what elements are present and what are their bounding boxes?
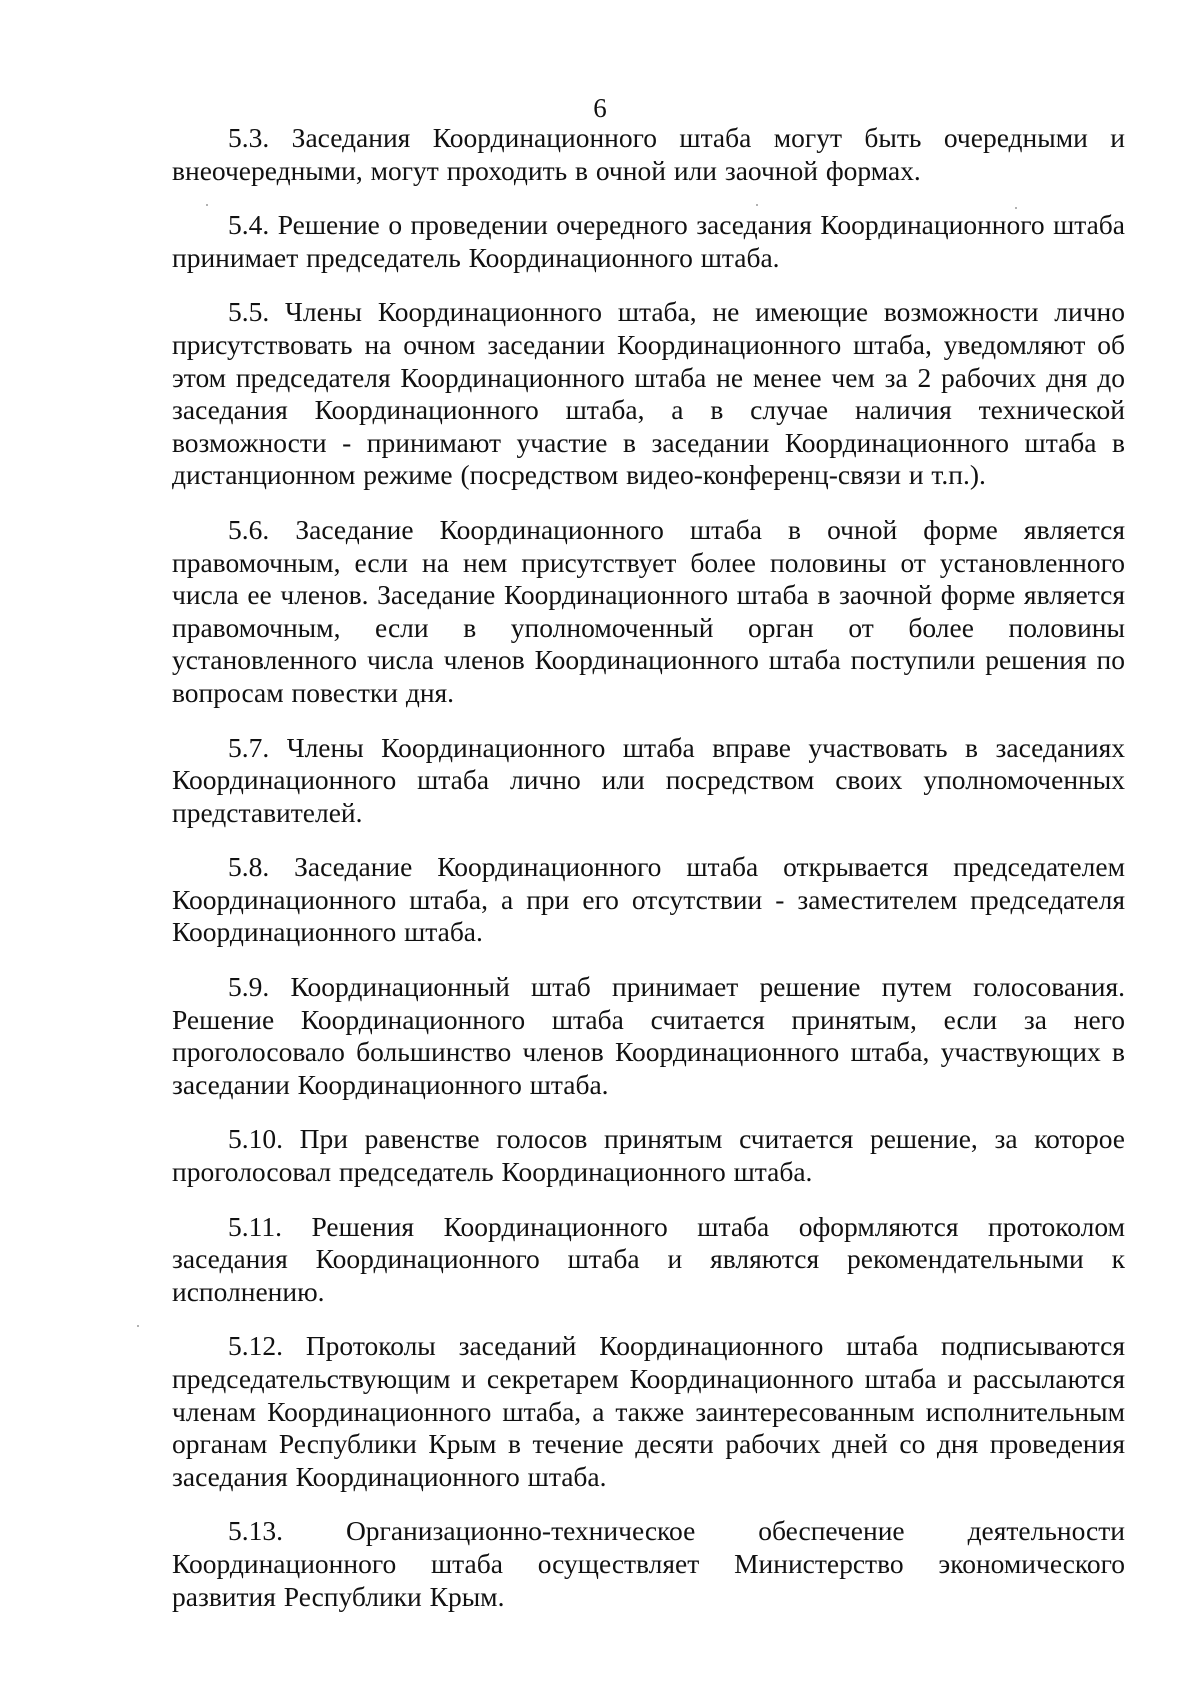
paragraph-5-3: 5.3. Заседания Координационного штаба могут быть очередными и внеочередными, могут проходить в очной или заочной формах. bbox=[172, 122, 1125, 186]
paragraph-5-5: 5.5. Члены Координационного штаба, не имеющие возможности лично присутствовать на очном заседании Координационного штаба, уведомляют об этом председателя Координационного штаба не менее чем за 2 рабочих дня до заседания Координационного штаба, а в случае наличия технической возможности - принимают участие в заседании Координационного штаба в дистанционном режиме (посредством видео-конференц-связи и т.п.). bbox=[172, 296, 1125, 491]
paragraph-5-4: 5.4. Решение о проведении очередного заседания Координационного штаба принимает председатель Координационного штаба. bbox=[172, 209, 1125, 273]
paragraph-5-6: 5.6. Заседание Координационного штаба в очной форме является правомочным, если на нем присутствует более половины от установленного числа ее членов. Заседание Координационного штаба в заочной форме является правомочным, если в уполномоченный орган от более половины установленного числа членов Координационного штаба поступили решения по вопросам повестки дня. bbox=[172, 513, 1125, 708]
page-number: 6 bbox=[593, 93, 607, 123]
scan-speck bbox=[1015, 207, 1017, 209]
paragraph-5-13: 5.13. Организационно-техническое обеспечение деятельности Координационного штаба осуществляет Министерство экономического развития Республики Крым. bbox=[172, 1515, 1125, 1612]
paragraph-5-11: 5.11. Решения Координационного штаба оформляются протоколом заседания Координационного штаба и являются рекомендательными к исполнению. bbox=[172, 1210, 1125, 1307]
scan-speck bbox=[206, 204, 208, 206]
scan-speck bbox=[137, 1325, 139, 1327]
paragraph-5-12: 5.12. Протоколы заседаний Координационного штаба подписываются председательствующим и секретарем Координационного штаба и рассылаются членам Координационного штаба, а также заинтересованным исполнительным органам Республики Крым в течение десяти рабочих дней со дня проведения заседания Координационного штаба. bbox=[172, 1330, 1125, 1492]
paragraph-5-8: 5.8. Заседание Координационного штаба открывается председателем Координационного штаба, а при его отсутствии - заместителем председателя Координационного штаба. bbox=[172, 851, 1125, 948]
paragraph-5-9: 5.9. Координационный штаб принимает решение путем голосования. Решение Координационного штаба считается принятым, если за него проголосовало большинство членов Координационного штаба, участвующих в заседании Координационного штаба. bbox=[172, 971, 1125, 1100]
scan-speck bbox=[756, 204, 758, 206]
paragraph-5-7: 5.7. Члены Координационного штаба вправе участвовать в заседаниях Координационного штаба лично или посредством своих уполномоченных представителей. bbox=[172, 731, 1125, 828]
document-body bbox=[172, 122, 1125, 1613]
paragraph-5-10: 5.10. При равенстве голосов принятым считается решение, за которое проголосовал председатель Координационного штаба. bbox=[172, 1123, 1125, 1188]
